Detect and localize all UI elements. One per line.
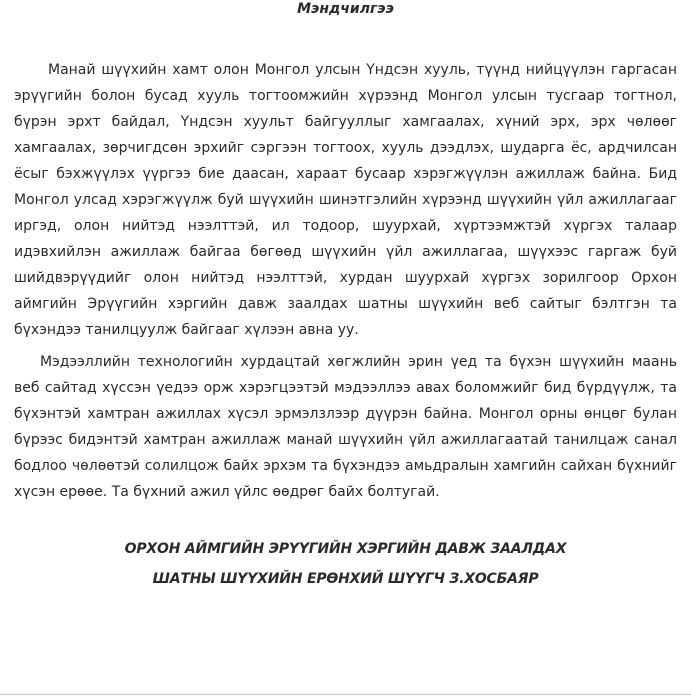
bottom-divider [0,694,691,695]
signature-line-2: ШАТНЫ ШҮҮХИЙН ЕРӨНХИЙ ШҮҮГЧ З.ХОСБАЯР [152,571,539,587]
document-body [14,57,677,505]
signature-line-1: ОРХОН АЙМГИЙН ЭРҮҮГИЙН ХЭРГИЙН ДАВЖ ЗААЛДАХ [124,541,567,557]
document-title: Мэндчилгээ [297,1,394,17]
paragraph-2: Мэдээллийн технологийн хурдацтай хөгжлийн эрин үед та бүхэн шүүхийн маань веб сайтад хүссэн үедээ орж хэрэгцээтэй мэдээллээ авах боломжийг бид бүрдүүлж, та бүхэнтэй хамтран ажиллах хүсэл эрмэлзлээр дүүрэн байна. Монгол орны өнцөг булан бүрээс бидэнтэй хамтран ажиллаж манай шүүхийн үйл ажиллагаатай танилцаж санал бодлоо чөлөөтэй солилцож байх эрхэм та бүхэндээ амьдралын хамгийн сайхан бүхнийг хүсэн ерөөе. Та бүхний ажил үйлс өөдрөг байх болтугай. [14,354,677,500]
paragraph-1: Манай шүүхийн хамт олон Монгол улсын Үндсэн хууль, түүнд нийцүүлэн гаргасан эрүүгийн болон бусад хууль тогтоомжийн хүрээнд Монгол улсын тусгаар тогтнол, бүрэн эрхт байдал, Үндсэн хуульт байгууллыг хамгаалах, хүний эрх, эрх чөлөөг хамгаалах, зөрчигдсөн эрхийг сэргээн тогтоох, хууль дээдлэх, шударга ёс, ардчилсан ёсыг бэхжүүлэх үүргээ бие даасан, хараат бусаар хэрэгжүүлэн ажиллаж байна. Бид Монгол улсад хэрэгжүүлж буй шүүхийн шинэтгэлийн хүрээнд шүүхийн үйл ажиллагааг иргэд, олон нийтэд нээлттэй, ил тодоор, шуурхай, хүртээмжтэй хүргэх талаар идэвхийлэн ажиллаж байгаа бөгөөд шүүхийн үйл ажиллагаа, шүүхээс гаргаж буй шийдвэрүүдийг олон нийтэд нээлттэй, хурдан шуурхай хүргэх зорилгоор Орхон аймгийн Эрүүгийн хэргийн давж заалдах шатны шүүхийн веб сайтыг бэлтгэн та бүхэндээ танилцуулж байгааг хүлээн авна уу. [14,62,677,338]
